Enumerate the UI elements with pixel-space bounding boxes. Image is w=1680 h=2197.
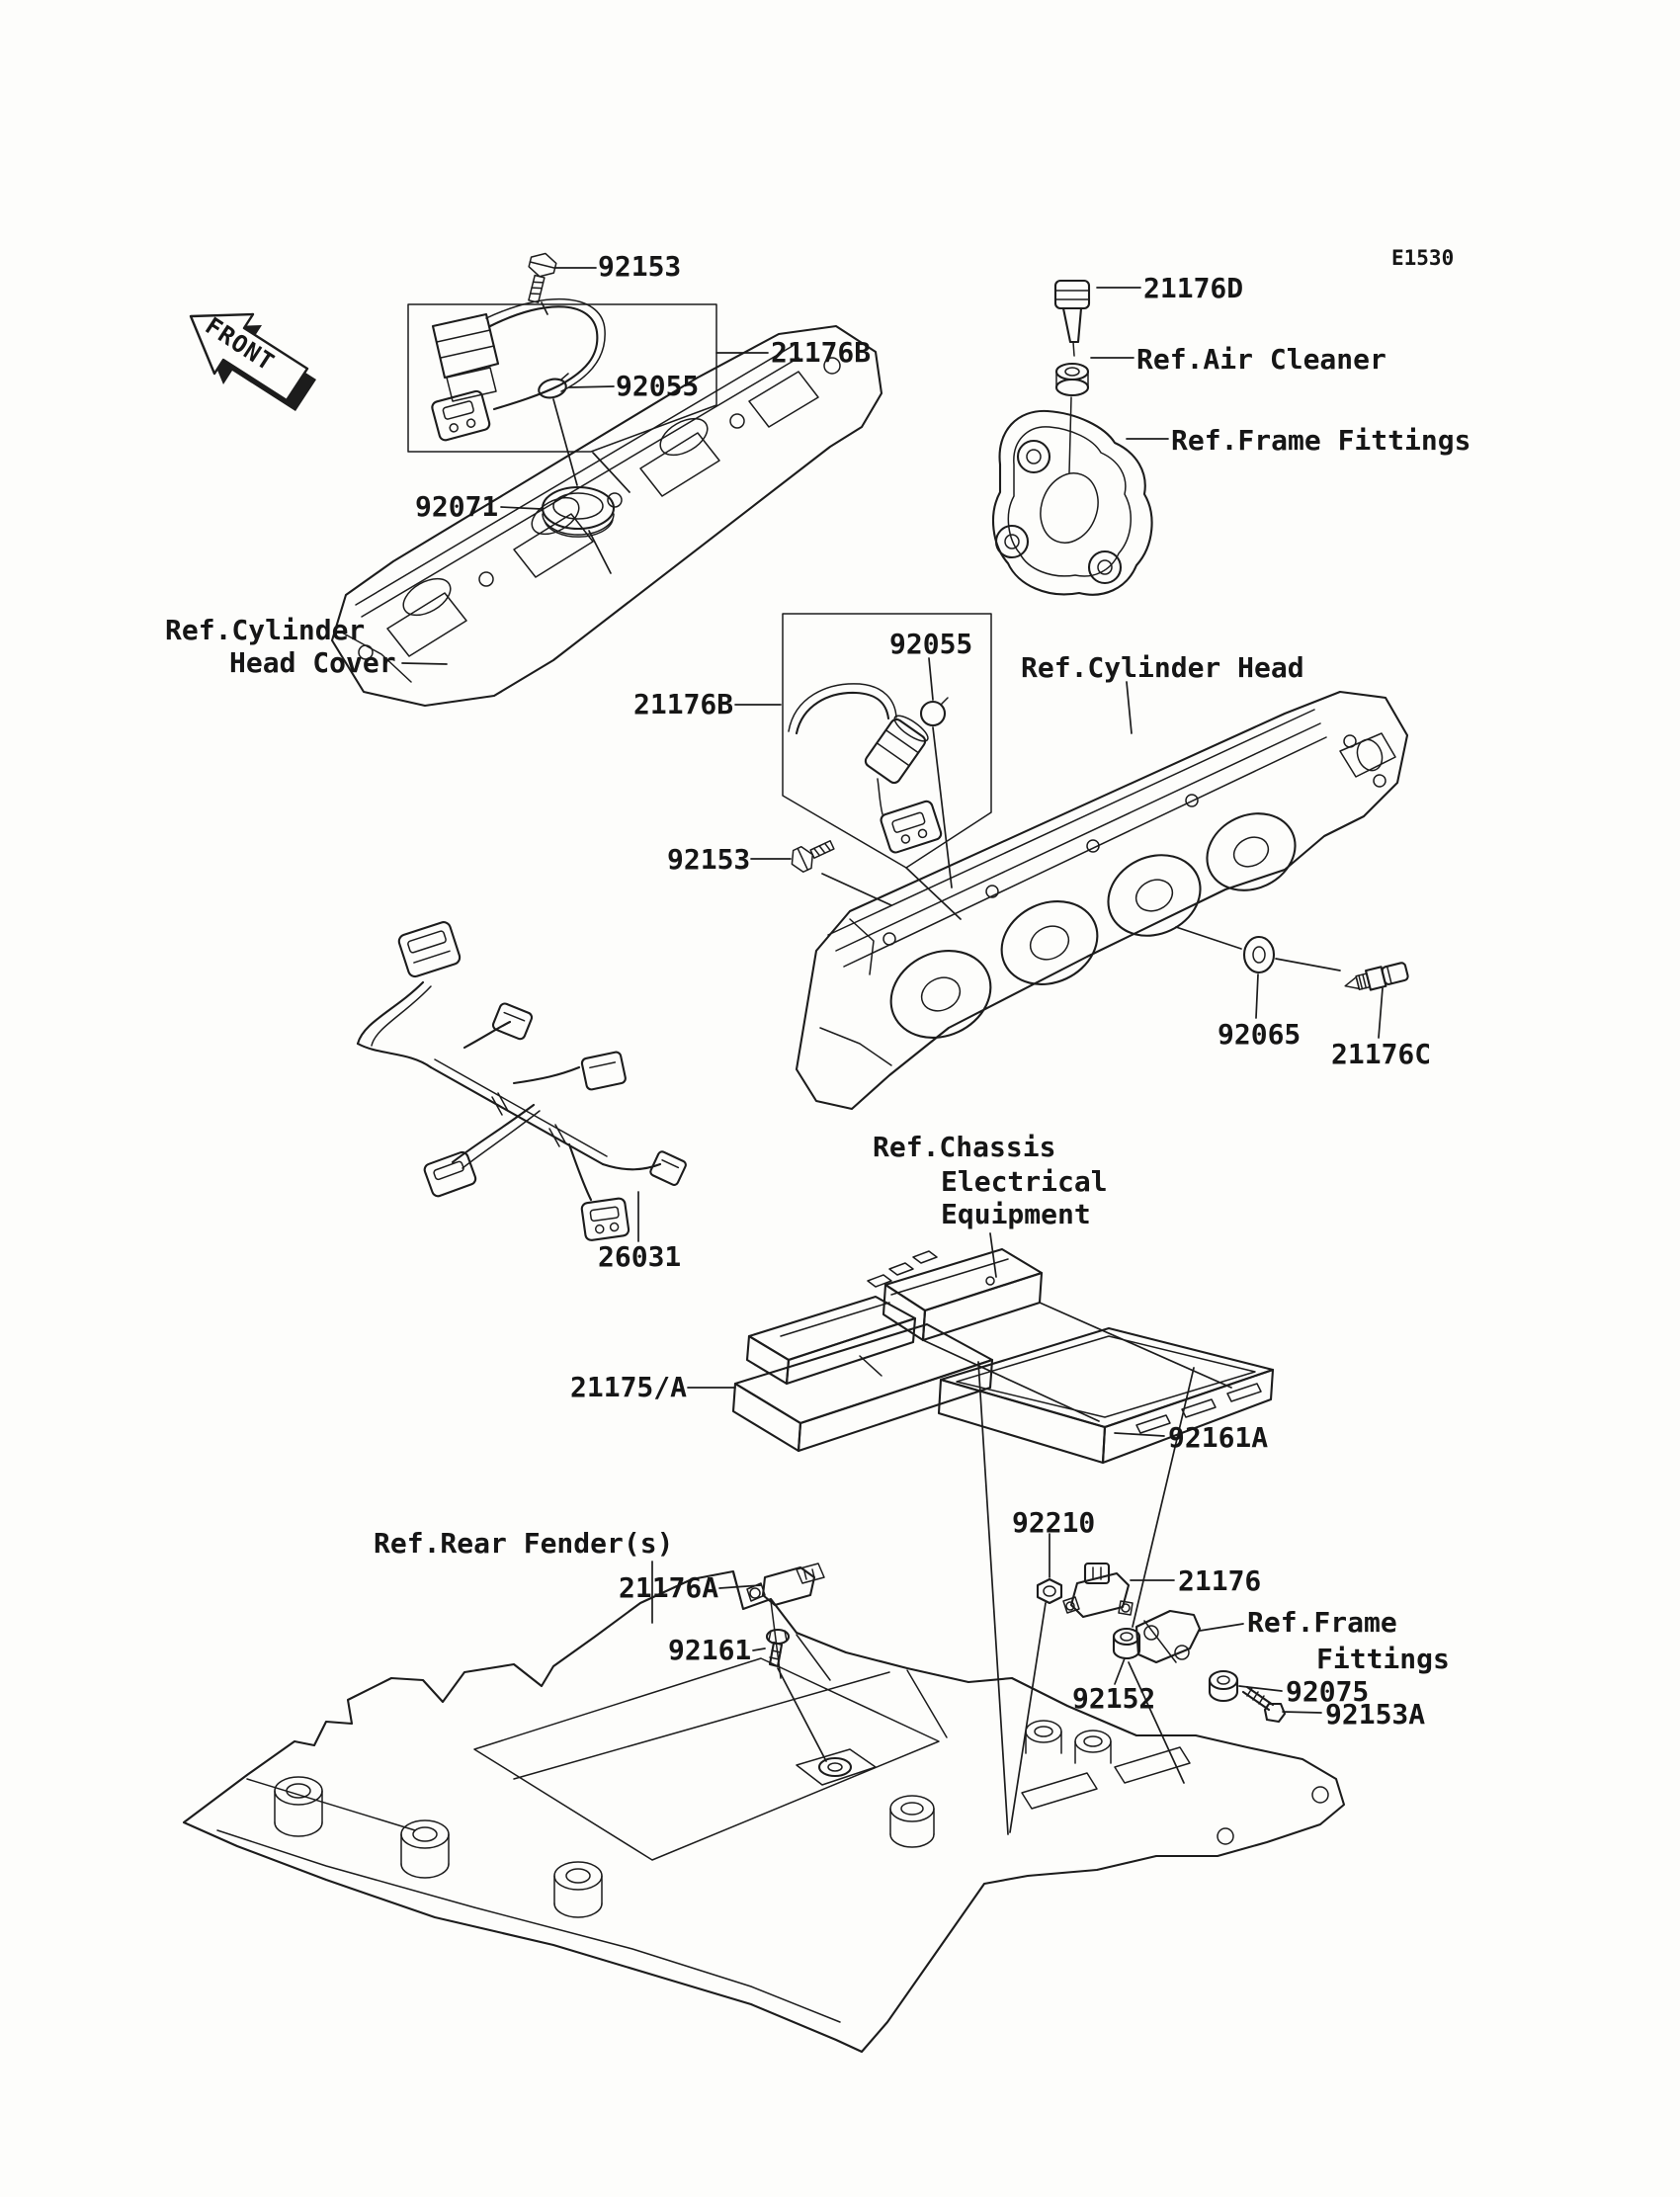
- ref-label-cylinder-head-cover-line1: Ref.Cylinder: [165, 614, 366, 646]
- part-label-92153-mid: 92153: [667, 843, 751, 876]
- sensor-21176b-mid: [789, 684, 943, 854]
- damper-92075: [1210, 1671, 1237, 1701]
- ref-label-air-cleaner: Ref.Air Cleaner: [1136, 343, 1386, 376]
- part-label-21176a: 21176A: [619, 1571, 719, 1604]
- part-label-21175a: 21175/A: [570, 1371, 688, 1403]
- part-label-92075: 92075: [1286, 1675, 1370, 1708]
- washer-92065: [1244, 937, 1274, 972]
- ref-label-chassis-line1: Ref.Chassis: [873, 1131, 1056, 1163]
- oring-92055-top: [537, 374, 568, 400]
- front-arrow: [191, 312, 316, 411]
- ref-label-frame-fittings-bottom-line1: Ref.Frame: [1247, 1606, 1397, 1639]
- ref-label-frame-fittings-bottom-line2: Fittings: [1316, 1643, 1450, 1675]
- ecu-21175: [733, 1297, 992, 1451]
- part-label-92153a: 92153A: [1325, 1698, 1426, 1731]
- rear-fender-drawing: [184, 1571, 1344, 2052]
- ecu-bracket: [868, 1249, 1042, 1340]
- part-label-21176d: 21176D: [1143, 272, 1244, 304]
- part-label-92055-top: 92055: [616, 370, 700, 402]
- sensor-21176: [1063, 1563, 1133, 1617]
- nut-92210: [1038, 1579, 1061, 1603]
- part-label-21176c: 21176C: [1331, 1038, 1432, 1070]
- oring-92055-mid: [921, 698, 948, 725]
- part-label-92071: 92071: [415, 490, 499, 523]
- part-label-92161a: 92161A: [1168, 1421, 1269, 1454]
- ref-label-chassis-line2: Electrical: [941, 1165, 1108, 1198]
- ref-label-chassis-line3: Equipment: [941, 1198, 1091, 1230]
- part-label-92210: 92210: [1012, 1506, 1096, 1539]
- bolt-92153-mid: [787, 834, 837, 875]
- part-label-92065: 92065: [1218, 1018, 1302, 1051]
- bracket-frame-fitting: [1136, 1611, 1200, 1662]
- part-label-21176b-mid: 21176B: [633, 688, 734, 720]
- damper-92152: [1114, 1629, 1139, 1658]
- ref-label-rear-fender: Ref.Rear Fender(s): [374, 1527, 674, 1560]
- part-label-92152: 92152: [1072, 1682, 1156, 1715]
- part-label-21176b-top: 21176B: [771, 336, 872, 369]
- part-label-92161: 92161: [668, 1634, 752, 1666]
- sensor-21176b-top: [431, 299, 605, 442]
- ref-label-cylinder-head-cover-line2: Head Cover: [229, 646, 396, 679]
- part-label-92055-mid: 92055: [889, 628, 973, 660]
- screw-92153a: [1243, 1687, 1285, 1722]
- grommet-air-cleaner: [1056, 364, 1088, 395]
- ref-label-frame-fittings-top: Ref.Frame Fittings: [1171, 424, 1471, 457]
- sensor-21176c: [1343, 961, 1409, 995]
- front-label: FRONT: [200, 311, 280, 378]
- part-label-21176: 21176: [1178, 1564, 1262, 1597]
- part-label-26031: 26031: [598, 1240, 682, 1273]
- sensor-21176d: [1055, 281, 1089, 356]
- page-code: E1530: [1391, 246, 1455, 270]
- air-cleaner-bracket: [993, 397, 1152, 595]
- sensor-21176a: [747, 1563, 824, 1605]
- part-label-92153-top: 92153: [598, 250, 682, 283]
- ref-label-cylinder-head: Ref.Cylinder Head: [1021, 651, 1304, 684]
- cylinder-head-drawing: [797, 692, 1407, 1109]
